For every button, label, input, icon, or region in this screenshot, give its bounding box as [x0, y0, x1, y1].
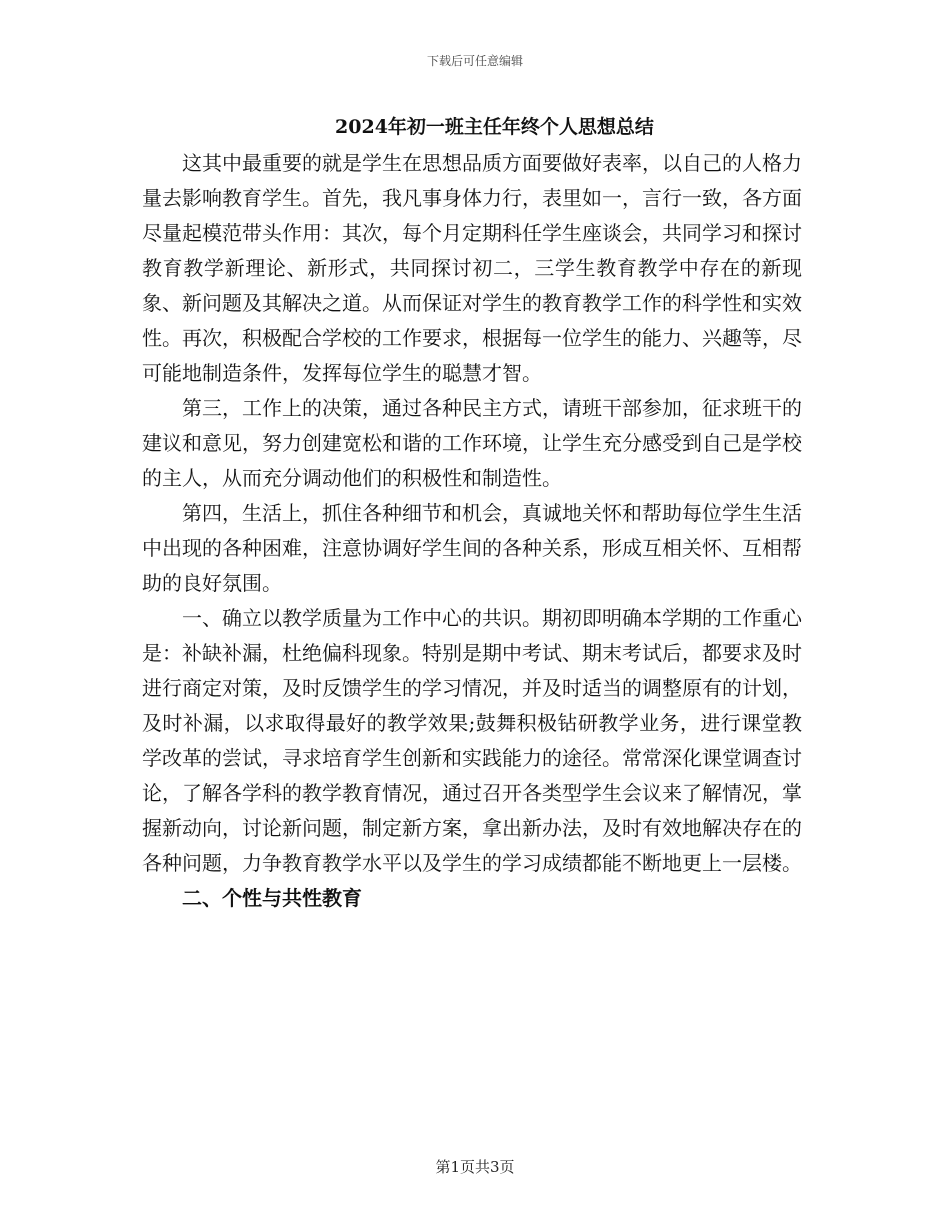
paragraph-4: 一、确立以教学质量为工作中心的共识。期初即明确本学期的工作重心是：补缺补漏，杜绝偏科现象。特别是期中考试、期末考试后，都要求及时进行商定对策，及时反馈学生的学习情况，并及时适当的调整原有的计划，及时补漏，以求取得最好的教学效果;鼓舞积极钻研教学业务，进行课堂教学改革的尝试，寻求培育学生创新和实践能力的途径。常常深化课堂调查讨论，了解各学科的教学教育情况，通过召开各类型学生会议来了解情况，掌握新动向，讨论新问题，制定新方案，拿出新办法，及时有效地解决存在的各种问题，力争教育教学水平以及学生的学习成绩都能不断地更上一层楼。 — [142, 606, 802, 875]
section-heading: 二、个性与共性教育 — [182, 886, 362, 910]
paragraph-2: 第三，工作上的决策，通过各种民主方式，请班干部参加，征求班干的建议和意见，努力创建宽松和谐的工作环境，让学生充分感受到自己是学校的主人，从而充分调动他们的积极性和制造性。 — [142, 396, 802, 490]
page-number: 第1页共3页 — [435, 1158, 515, 1176]
document-title: 2024年初一班主任年终个人思想总结 — [335, 116, 654, 138]
paragraph-3: 第四，生活上，抓住各种细节和机会，真诚地关怀和帮助每位学生生活中出现的各种困难，注意协调好学生间的各种关系，形成互相关怀、互相帮助的良好氛围。 — [142, 501, 802, 595]
header-note: 下载后可任意编辑 — [426, 54, 523, 68]
document-body — [142, 108, 802, 916]
paragraph-1: 这其中最重要的就是学生在思想品质方面要做好表率，以自己的人格力量去影响教育学生。首先，我凡事身体力行，表里如一，言行一致，各方面尽量起模范带头作用：其次，每个月定期科任学生座谈会，共同学习和探讨教育教学新理论、新形式，共同探讨初二，三学生教育教学中存在的新现象、新问题及其解决之道。从而保证对学生的教育教学工作的科学性和实效性。再次，积极配合学校的工作要求，根据每一位学生的能力、兴趣等，尽可能地制造条件，发挥每位学生的聪慧才智。 — [142, 151, 802, 385]
